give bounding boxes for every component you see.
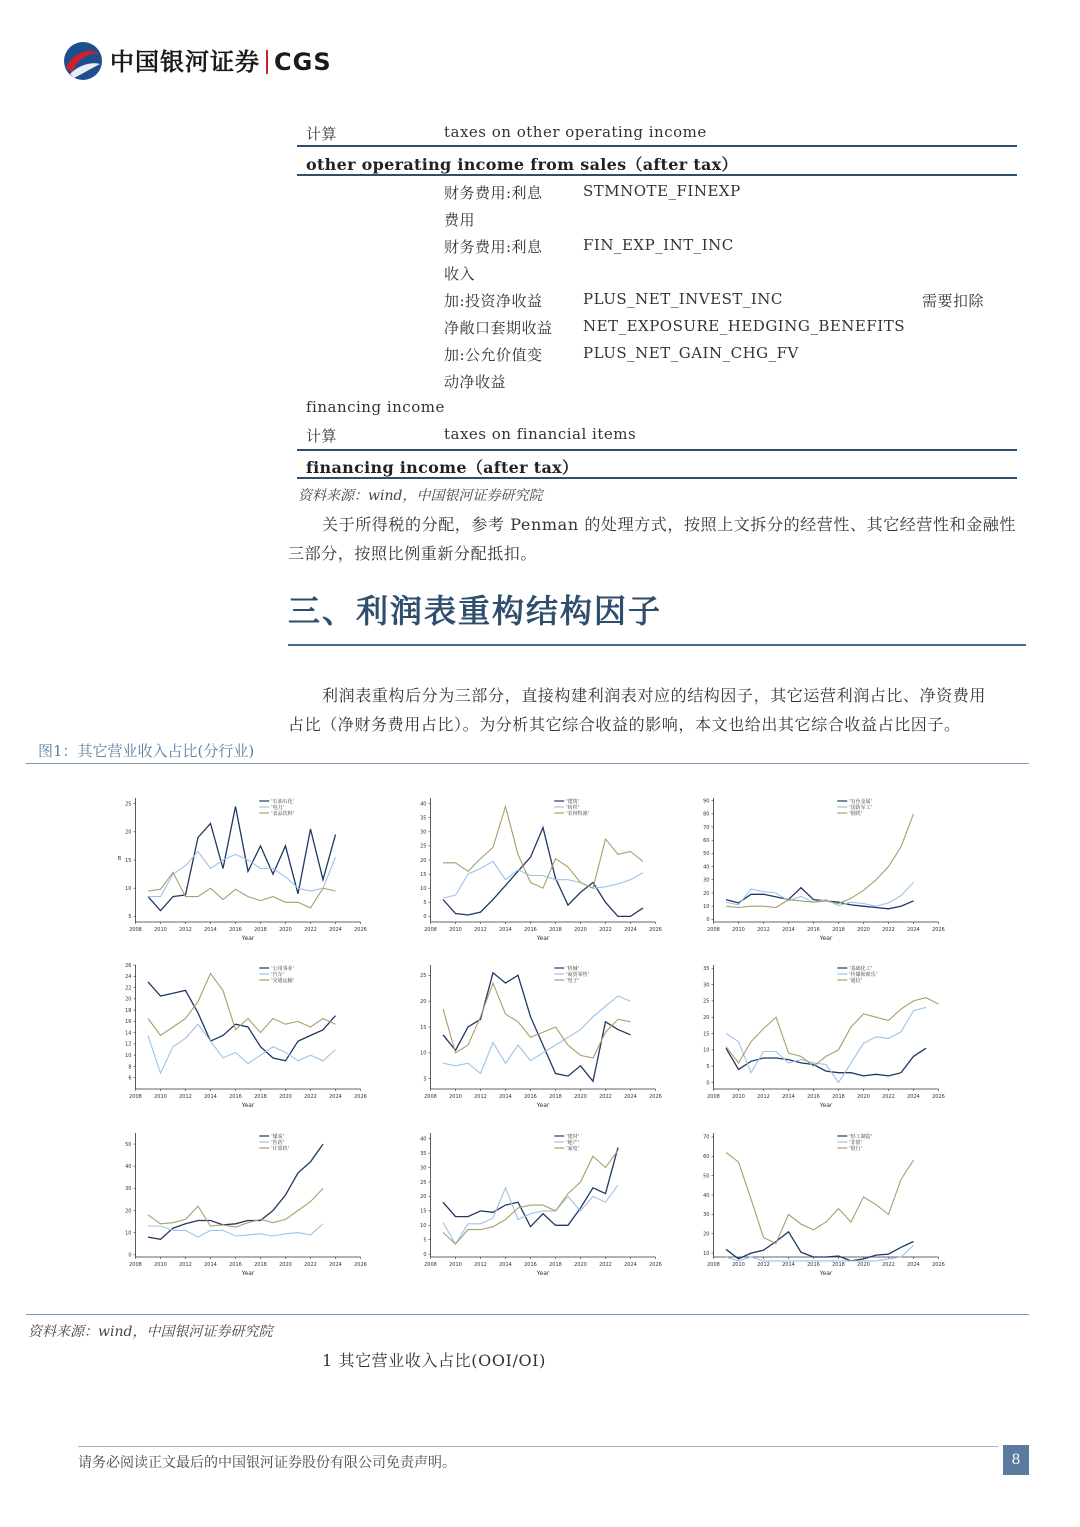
row9-c2: 动净收益 — [444, 373, 507, 391]
y-tick-label: 15 — [420, 871, 427, 878]
row8-c2: 加:公允价值变 — [444, 346, 543, 364]
x-tick-label: 2012 — [757, 1094, 770, 1100]
x-tick-label: 2014 — [499, 1262, 512, 1268]
section-rule — [288, 644, 1026, 646]
legend-label: '汽车' — [271, 971, 284, 978]
x-tick-label: 2016 — [524, 927, 537, 933]
chart-5 — [400, 957, 670, 1117]
y-tick-label: 6 — [128, 1075, 132, 1082]
x-tick-label: 2020 — [857, 927, 870, 933]
x-tick-label: 2022 — [599, 927, 612, 933]
row6-c3: PLUS_NET_INVEST_INC — [583, 290, 783, 308]
legend-label: '计算机' — [271, 1145, 289, 1152]
x-tick-label: 2016 — [807, 1262, 820, 1268]
chart-8 — [400, 1125, 670, 1285]
chart-1 — [105, 790, 375, 950]
y-tick-label: 20 — [125, 1208, 132, 1215]
para2-line2: 占比（净财务费用占比）。为分析其它综合收益的影响，本文也给出其它综合收益占比因子。 — [288, 715, 961, 734]
y-tick-label: 10 — [125, 885, 132, 892]
x-tick-label: 2026 — [932, 1094, 945, 1100]
x-tick-label: 2024 — [907, 927, 920, 933]
x-tick-label: 2024 — [624, 1262, 637, 1268]
x-tick-label: 2008 — [424, 927, 437, 933]
y-tick-label: 40 — [420, 801, 427, 808]
legend-label: '农林牧渔' — [566, 810, 589, 817]
x-tick-label: 2024 — [624, 927, 637, 933]
logo-cn: 中国银河证券 — [110, 48, 260, 76]
x-tick-label: 2020 — [574, 1262, 587, 1268]
y-tick-label: 70 — [703, 1134, 710, 1141]
x-tick-label: 2016 — [229, 927, 242, 933]
x-tick-label: 2016 — [807, 1094, 820, 1100]
y-tick-label: 24 — [125, 974, 132, 981]
chart-7 — [105, 1125, 375, 1285]
series-line-1 — [148, 982, 336, 1061]
y-tick-label: 10 — [703, 1250, 710, 1257]
x-tick-label: 2016 — [524, 1094, 537, 1100]
chart-svg — [105, 957, 375, 1117]
y-tick-label: 5 — [128, 914, 132, 921]
footer-rule — [78, 1446, 998, 1447]
y-tick-label: 40 — [125, 1164, 132, 1171]
series-line-1 — [148, 1144, 323, 1239]
row4-c3: FIN_EXP_INT_INC — [583, 236, 734, 254]
x-tick-label: 2026 — [354, 1262, 367, 1268]
row11-c1: 计算 — [306, 427, 338, 445]
series-line-3 — [726, 1152, 914, 1243]
y-tick-label: 25 — [420, 973, 427, 980]
x-tick-label: 2022 — [304, 927, 317, 933]
legend-label: '电力' — [271, 804, 284, 811]
x-tick-label: 2014 — [499, 1094, 512, 1100]
legend-label: '纺织' — [566, 804, 579, 811]
x-tick-label: 2026 — [932, 927, 945, 933]
x-tick-label: 2026 — [649, 1262, 662, 1268]
x-tick-label: 2016 — [229, 1262, 242, 1268]
x-tick-label: 2010 — [449, 927, 462, 933]
legend-label: '公用事业' — [271, 965, 294, 972]
row11-c2: taxes on financial items — [444, 425, 637, 443]
x-tick-label: 2014 — [782, 1094, 795, 1100]
figure-rule — [26, 1314, 1029, 1315]
y-tick-label: 20 — [703, 1231, 710, 1238]
x-tick-label: 2012 — [757, 927, 770, 933]
x-tick-label: 2018 — [549, 1262, 562, 1268]
y-tick-label: 25 — [125, 801, 132, 808]
x-tick-label: 2012 — [179, 1262, 192, 1268]
y-tick-label: 50 — [703, 1173, 710, 1180]
x-tick-label: 2014 — [204, 1094, 217, 1100]
x-tick-label: 2018 — [832, 1094, 845, 1100]
series-line-2 — [443, 1185, 618, 1244]
legend-label: '机械' — [566, 965, 579, 972]
y-tick-label: 70 — [703, 824, 710, 831]
row7-c2: 净敞口套期收益 — [444, 319, 553, 337]
x-tick-label: 2012 — [179, 927, 192, 933]
figure-title: 图1：其它营业收入占比(分行业) — [38, 742, 255, 760]
row8-c3: PLUS_NET_GAIN_CHG_FV — [583, 344, 799, 362]
y-tick-label: 90 — [703, 798, 710, 805]
x-tick-label: 2008 — [424, 1094, 437, 1100]
x-tick-label: 2010 — [154, 927, 167, 933]
x-tick-label: 2024 — [907, 1262, 920, 1268]
y-tick-label: 30 — [703, 982, 710, 989]
para2-line1: 利润表重构后分为三部分，直接构建利润表对应的结构因子，其它运营利润占比、净资费用 — [322, 686, 987, 705]
series-line-1 — [726, 888, 914, 909]
chart-svg — [400, 1125, 670, 1285]
cgs-logo-icon — [62, 40, 104, 82]
legend-label: '传媒和娱乐' — [849, 971, 877, 978]
y-tick-label: 20 — [703, 1015, 710, 1022]
y-tick-label: 40 — [420, 1136, 427, 1143]
y-tick-label: 16 — [125, 1019, 132, 1026]
series-line-2 — [726, 1245, 914, 1261]
x-tick-label: 2020 — [857, 1262, 870, 1268]
x-tick-label: 2014 — [782, 927, 795, 933]
y-tick-label: 0 — [423, 1251, 427, 1258]
y-tick-label: 30 — [703, 877, 710, 884]
chart-svg — [400, 957, 670, 1117]
x-tick-label: 2012 — [179, 1094, 192, 1100]
chart-svg — [683, 790, 953, 950]
series-line-2 — [148, 1024, 336, 1073]
x-tick-label: 2010 — [732, 927, 745, 933]
y-tick-label: 20 — [703, 890, 710, 897]
legend-label: '商贸零售' — [566, 971, 589, 978]
legend-label: '建筑' — [566, 798, 579, 805]
x-tick-label: 2018 — [254, 1262, 267, 1268]
y-axis-label: B — [117, 856, 122, 862]
x-tick-label: 2018 — [254, 927, 267, 933]
y-tick-label: 8 — [128, 1064, 132, 1071]
x-tick-label: 2016 — [229, 1094, 242, 1100]
row2-c2: 财务费用:利息 — [444, 184, 543, 202]
x-tick-label: 2022 — [304, 1094, 317, 1100]
chart-svg — [105, 1125, 375, 1285]
legend-label: '食品饮料' — [271, 810, 294, 817]
chart-svg — [105, 790, 375, 950]
series-line-3 — [148, 1188, 323, 1227]
x-tick-label: 2022 — [304, 1262, 317, 1268]
x-axis-label: Year — [241, 935, 255, 942]
chart-svg — [683, 1125, 953, 1285]
table-source: 资料来源：wind，中国银河证券研究院 — [298, 488, 543, 504]
y-tick-label: 5 — [706, 1063, 710, 1070]
x-tick-label: 2020 — [279, 1094, 292, 1100]
y-tick-label: 30 — [420, 829, 427, 836]
row1-bold: other operating income from sales（after tax） — [306, 155, 738, 174]
y-tick-label: 50 — [125, 1141, 132, 1148]
x-tick-label: 2020 — [279, 1262, 292, 1268]
y-tick-label: 10 — [420, 885, 427, 892]
y-tick-label: 15 — [420, 1208, 427, 1215]
x-tick-label: 2022 — [882, 1094, 895, 1100]
y-tick-label: 0 — [128, 1252, 132, 1259]
y-tick-label: 25 — [420, 1179, 427, 1186]
x-tick-label: 2024 — [624, 1094, 637, 1100]
legend-label: '煤炭' — [271, 1133, 284, 1140]
legend-label: '交通运输' — [271, 977, 294, 984]
x-tick-label: 2012 — [474, 1262, 487, 1268]
legend-label: '国防军工' — [849, 804, 872, 811]
x-tick-label: 2026 — [354, 927, 367, 933]
legend-label: '医药' — [271, 1139, 284, 1146]
row12-bold: financing income（after tax） — [306, 458, 579, 477]
y-tick-label: 50 — [703, 851, 710, 858]
series-line-2 — [148, 852, 336, 897]
y-tick-label: 25 — [420, 843, 427, 850]
x-axis-label: Year — [536, 935, 550, 942]
series-line-3 — [726, 814, 914, 908]
legend-label: '基础化工' — [849, 965, 872, 972]
chart-6 — [683, 957, 953, 1117]
series-line-2 — [148, 1224, 323, 1237]
y-tick-label: 14 — [125, 1030, 132, 1037]
x-tick-label: 2014 — [204, 1262, 217, 1268]
x-tick-label: 2018 — [549, 1094, 562, 1100]
y-tick-label: 10 — [420, 1223, 427, 1230]
legend-label: '建材' — [566, 1133, 579, 1140]
y-tick-label: 25 — [703, 998, 710, 1005]
legend-label: '地产' — [566, 1139, 579, 1146]
y-tick-label: 20 — [125, 996, 132, 1003]
x-tick-label: 2026 — [649, 1094, 662, 1100]
page-number: 8 — [1003, 1445, 1029, 1475]
x-axis-label: Year — [241, 1270, 255, 1277]
x-tick-label: 2024 — [329, 927, 342, 933]
x-axis-label: Year — [241, 1102, 255, 1109]
x-tick-label: 2026 — [932, 1262, 945, 1268]
x-tick-label: 2008 — [129, 927, 142, 933]
x-tick-label: 2024 — [329, 1094, 342, 1100]
x-tick-label: 2020 — [857, 1094, 870, 1100]
y-tick-label: 10 — [420, 1050, 427, 1057]
x-tick-label: 2018 — [549, 927, 562, 933]
x-tick-label: 2008 — [424, 1262, 437, 1268]
x-tick-label: 2010 — [449, 1262, 462, 1268]
x-tick-label: 2012 — [757, 1262, 770, 1268]
y-tick-label: 12 — [125, 1041, 132, 1048]
x-tick-label: 2010 — [732, 1262, 745, 1268]
y-tick-label: 20 — [420, 857, 427, 864]
y-tick-label: 35 — [420, 1150, 427, 1157]
row4-c2: 财务费用:利息 — [444, 238, 543, 256]
para1-line1: 关于所得税的分配，参考 Penman 的处理方式，按照上文拆分的经营性、其它经营性和金融性 — [322, 515, 1017, 534]
y-tick-label: 30 — [703, 1212, 710, 1219]
row7-c3: NET_EXPOSURE_HEDGING_BENEFITS — [583, 317, 905, 335]
chart-svg — [683, 957, 953, 1117]
y-tick-label: 60 — [703, 838, 710, 845]
y-tick-label: 18 — [125, 1007, 132, 1014]
x-axis-label: Year — [819, 935, 833, 942]
figure-source: 资料来源：wind，中国银河证券研究院 — [28, 1324, 273, 1340]
x-tick-label: 2008 — [707, 1262, 720, 1268]
y-tick-label: 60 — [703, 1154, 710, 1161]
x-axis-label: Year — [819, 1270, 833, 1277]
series-line-1 — [726, 1048, 926, 1076]
y-tick-label: 30 — [125, 1186, 132, 1193]
x-tick-label: 2022 — [599, 1262, 612, 1268]
legend-label: '有色金属' — [849, 798, 872, 805]
logo-en: CGS — [274, 48, 332, 76]
y-tick-label: 5 — [423, 1076, 427, 1083]
y-tick-label: 35 — [420, 815, 427, 822]
table-rule — [297, 174, 1017, 176]
y-tick-label: 15 — [703, 1031, 710, 1038]
y-tick-label: 30 — [420, 1165, 427, 1172]
y-tick-label: 10 — [125, 1052, 132, 1059]
x-tick-label: 2016 — [524, 1262, 537, 1268]
x-tick-label: 2008 — [129, 1094, 142, 1100]
y-tick-label: 10 — [703, 1047, 710, 1054]
row3-c2: 费用 — [444, 211, 476, 229]
y-tick-label: 20 — [420, 1194, 427, 1201]
chart-4 — [105, 957, 375, 1117]
footer-disclaimer: 请务必阅读正文最后的中国银河证券股份有限公司免责声明。 — [78, 1455, 456, 1471]
legend-label: '电子' — [566, 977, 579, 984]
x-tick-label: 2020 — [279, 927, 292, 933]
x-tick-label: 2014 — [782, 1262, 795, 1268]
x-tick-label: 2018 — [254, 1094, 267, 1100]
x-tick-label: 2010 — [154, 1262, 167, 1268]
section-title: 三、利润表重构结构因子 — [288, 592, 663, 630]
subsection-title: 1 其它营业收入占比(OOI/OI) — [322, 1351, 546, 1370]
y-tick-label: 5 — [423, 900, 427, 907]
x-tick-label: 2026 — [649, 927, 662, 933]
y-tick-label: 0 — [423, 914, 427, 921]
series-line-3 — [726, 998, 939, 1067]
x-tick-label: 2014 — [204, 927, 217, 933]
y-tick-label: 0 — [706, 1080, 710, 1087]
chart-svg — [400, 790, 670, 950]
series-line-1 — [443, 973, 631, 1082]
chart-9 — [683, 1125, 953, 1285]
table-rule — [297, 477, 1017, 479]
table-rule — [297, 145, 1017, 147]
x-tick-label: 2010 — [154, 1094, 167, 1100]
x-tick-label: 2012 — [474, 1094, 487, 1100]
x-tick-label: 2024 — [907, 1094, 920, 1100]
x-tick-label: 2008 — [707, 927, 720, 933]
y-tick-label: 5 — [423, 1237, 427, 1244]
y-tick-label: 80 — [703, 811, 710, 818]
para1-line2: 三部分，按照比例重新分配抵扣。 — [288, 544, 538, 563]
row6-c4: 需要扣除 — [922, 292, 985, 310]
y-tick-label: 35 — [703, 966, 710, 973]
x-tick-label: 2022 — [599, 1094, 612, 1100]
y-tick-label: 10 — [703, 903, 710, 910]
y-tick-label: 10 — [125, 1230, 132, 1237]
legend-label: '非银' — [849, 1139, 862, 1146]
x-tick-label: 2024 — [329, 1262, 342, 1268]
legend-label: '钢铁' — [849, 810, 862, 817]
x-tick-label: 2008 — [129, 1262, 142, 1268]
x-tick-label: 2018 — [832, 927, 845, 933]
x-tick-label: 2020 — [574, 927, 587, 933]
x-tick-label: 2010 — [449, 1094, 462, 1100]
legend-label: '银行' — [849, 1145, 862, 1152]
figure-rule — [26, 763, 1029, 764]
x-tick-label: 2012 — [474, 927, 487, 933]
row0-c1: 计算 — [306, 125, 338, 143]
table-rule — [297, 449, 1017, 451]
x-tick-label: 2008 — [707, 1094, 720, 1100]
y-tick-label: 15 — [125, 857, 132, 864]
chart-3 — [683, 790, 953, 950]
series-line-1 — [726, 1232, 914, 1261]
series-line-3 — [443, 983, 631, 1058]
y-tick-label: 40 — [703, 1192, 710, 1199]
series-line-1 — [148, 807, 336, 911]
y-tick-label: 20 — [125, 829, 132, 836]
x-tick-label: 2026 — [354, 1094, 367, 1100]
x-tick-label: 2016 — [807, 927, 820, 933]
legend-label: '轻工制造' — [849, 1133, 872, 1140]
x-tick-label: 2022 — [882, 927, 895, 933]
y-tick-label: 40 — [703, 864, 710, 871]
y-tick-label: 15 — [420, 1024, 427, 1031]
legend-label: '家电' — [566, 1145, 579, 1152]
x-tick-label: 2022 — [882, 1262, 895, 1268]
x-tick-label: 2018 — [832, 1262, 845, 1268]
row10-c1: financing income — [306, 398, 445, 416]
row2-c3: STMNOTE_FINEXP — [583, 182, 741, 200]
x-tick-label: 2010 — [732, 1094, 745, 1100]
row0-c2: taxes on other operating income — [444, 123, 707, 141]
y-tick-label: 0 — [706, 917, 710, 924]
x-tick-label: 2014 — [499, 927, 512, 933]
x-axis-label: Year — [819, 1102, 833, 1109]
company-logo — [62, 40, 352, 82]
row5-c2: 收入 — [444, 265, 476, 283]
x-axis-label: Year — [536, 1270, 550, 1277]
row6-c2: 加:投资净收益 — [444, 292, 543, 310]
x-axis-label: Year — [536, 1102, 550, 1109]
legend-label: '通信' — [849, 977, 862, 984]
x-tick-label: 2020 — [574, 1094, 587, 1100]
chart-2 — [400, 790, 670, 950]
y-tick-label: 26 — [125, 962, 132, 969]
legend-label: '石油石化' — [271, 798, 294, 805]
y-tick-label: 22 — [125, 985, 132, 992]
y-tick-label: 20 — [420, 998, 427, 1005]
